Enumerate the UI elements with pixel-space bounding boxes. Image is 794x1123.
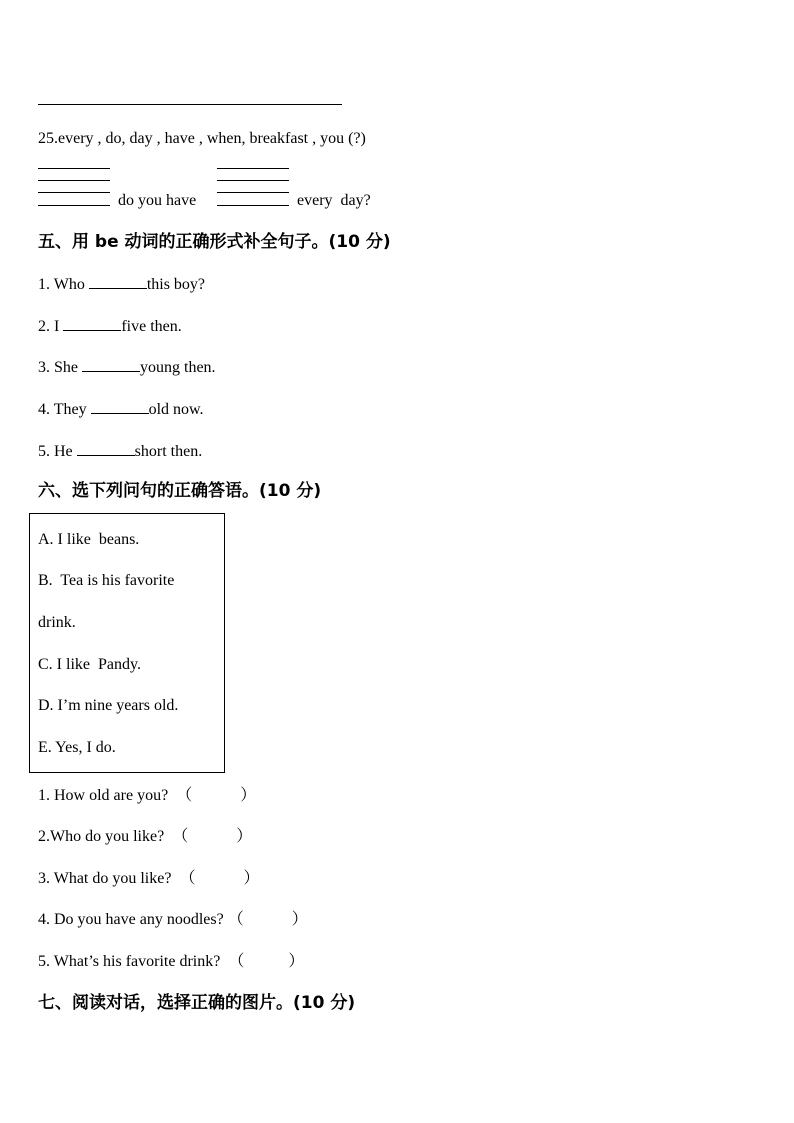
q25-prompt: 25.every , do, day , have , when, breakfast , you (?)	[38, 130, 366, 147]
q25-blank-line	[217, 180, 289, 181]
section6-question: 2.Who do you like? （ ）	[38, 828, 253, 845]
answer-option: A. I like beans.	[38, 531, 140, 548]
section6-question: 1. How old are you? （ ）	[38, 787, 257, 804]
answer-option: C. I like Pandy.	[38, 656, 141, 673]
answer-option: E. Yes, I do.	[38, 739, 116, 756]
section7-title: 七、阅读对话，选择正确的图片。(10 分)	[38, 993, 356, 1013]
section6-question: 3. What do you like? （ ）	[38, 870, 260, 887]
q25-blank-line	[217, 192, 289, 193]
section6-question: 4. Do you have any noodles? （ ）	[38, 911, 308, 928]
fill-blank[interactable]	[63, 316, 121, 331]
section6-question: 5. What’s his favorite drink? （ ）	[38, 953, 305, 970]
q25-blank-line	[217, 168, 289, 169]
section5-title: 五、用 be 动词的正确形式补全句子。(10 分)	[38, 232, 391, 252]
section5-item: 3. She young then.	[38, 359, 216, 376]
fill-blank[interactable]	[82, 357, 140, 372]
answer-line	[38, 104, 342, 105]
q25-blank-line	[38, 192, 110, 193]
fill-blank[interactable]	[91, 399, 149, 414]
q25-end-text: every day?	[297, 192, 371, 209]
fill-blank[interactable]	[89, 274, 147, 289]
q25-blank-line	[38, 168, 110, 169]
section5-item: 1. Who this boy?	[38, 276, 206, 293]
answer-option: drink.	[38, 614, 76, 631]
answer-options-box	[29, 513, 225, 773]
answer-option: D. I’m nine years old.	[38, 697, 179, 714]
answer-option: B. Tea is his favorite	[38, 572, 175, 589]
q25-blank-line	[38, 180, 110, 181]
section5-item: 5. He short then.	[38, 443, 203, 460]
q25-blank-line	[38, 205, 110, 206]
section5-item: 2. I five then.	[38, 318, 182, 335]
q25-middle-text: do you have	[118, 192, 197, 209]
fill-blank[interactable]	[77, 441, 135, 456]
q25-blank-line	[217, 205, 289, 206]
section5-item: 4. They old now.	[38, 401, 204, 418]
section6-title: 六、选下列问句的正确答语。(10 分)	[38, 481, 322, 501]
